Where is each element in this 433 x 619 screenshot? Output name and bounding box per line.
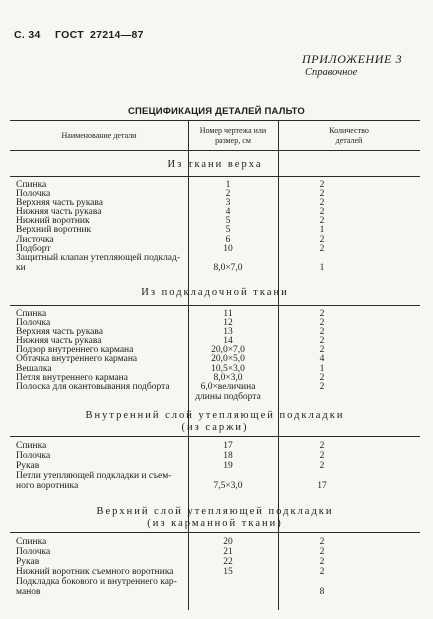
table-row <box>16 547 416 557</box>
part-size: 10 <box>223 244 233 254</box>
col-header-qty-line1: Количество <box>329 126 369 135</box>
part-size: 14 <box>223 336 233 346</box>
standard-number: 27214—87 <box>90 29 144 41</box>
section-rule <box>10 176 420 177</box>
part-name: Нижняя часть рукава <box>16 207 102 217</box>
table-row <box>16 382 416 402</box>
part-qty: 2 <box>319 180 325 190</box>
part-size: 15 <box>223 567 233 577</box>
table-row <box>16 537 416 547</box>
part-qty: 2 <box>319 441 325 451</box>
part-name: Нижняя часть рукава <box>16 336 102 346</box>
part-size: 20 <box>223 537 233 547</box>
part-name: Спинка <box>16 309 47 319</box>
part-qty: 2 <box>319 244 325 254</box>
table-row <box>16 557 416 567</box>
table-row <box>16 253 416 273</box>
part-size: 4 <box>225 207 231 217</box>
part-qty: 1 <box>319 364 325 374</box>
part-qty: 2 <box>319 567 325 577</box>
section-title: Из подкладочной ткани <box>141 287 289 298</box>
table-row <box>16 471 416 491</box>
section-rule <box>10 305 420 306</box>
section-title: Верхний слой утепляющей подкладки <box>96 506 334 517</box>
part-qty: 2 <box>319 373 325 383</box>
appendix-title: ПРИЛОЖЕНИЕ 3 <box>302 52 403 66</box>
part-name: Спинка <box>16 180 47 190</box>
part-name: Верхняя часть рукава <box>16 327 103 337</box>
part-name: Подзор внутреннего кармана <box>16 345 134 355</box>
part-qty: 2 <box>319 547 325 557</box>
table-row <box>16 354 416 364</box>
part-qty: 2 <box>319 198 325 208</box>
part-qty: 2 <box>319 216 325 226</box>
part-qty: 2 <box>319 318 325 328</box>
part-size: 7,5×3,0 <box>213 481 243 491</box>
part-name: Петли утепляющей подкладки и съем- <box>16 471 172 481</box>
part-qty: 2 <box>319 557 325 567</box>
part-size: 20,0×7,0 <box>211 345 245 355</box>
part-name: Рукав <box>16 557 40 567</box>
part-size: 2 <box>225 189 231 199</box>
part-size: 13 <box>223 327 233 337</box>
part-name: Верхний воротник <box>16 225 92 235</box>
part-name: Полочка <box>16 318 51 328</box>
table-top-rule <box>10 120 420 121</box>
table-row <box>16 441 416 451</box>
part-name-continued: ки <box>16 263 26 273</box>
section-subtitle: (из карманной ткани) <box>147 518 283 529</box>
page-number: С. 34 <box>14 29 41 41</box>
part-size: 8,0×3,0 <box>213 373 243 383</box>
part-qty: 1 <box>319 225 325 235</box>
part-name: Верхняя часть рукава <box>16 198 103 208</box>
table-row <box>16 577 416 597</box>
part-size: 10,5×3,0 <box>211 364 245 374</box>
col-header-size-line2: размер, см <box>215 136 251 145</box>
part-size: 6,0×величина <box>200 382 256 392</box>
part-name: Вешалка <box>16 364 52 374</box>
part-size-continued: длины подборта <box>195 392 261 402</box>
appendix-subtitle: Справочное <box>305 67 358 78</box>
part-size: 18 <box>223 451 233 461</box>
part-qty: 17 <box>317 481 327 491</box>
table-row <box>16 567 416 577</box>
part-qty: 2 <box>319 537 325 547</box>
part-qty: 2 <box>319 461 325 471</box>
part-name: Защитный клапан утепляющей подклад- <box>16 253 181 263</box>
part-size: 3 <box>225 198 231 208</box>
part-size: 1 <box>225 180 231 190</box>
part-name: Полочка <box>16 189 51 199</box>
part-size: 19 <box>223 461 233 471</box>
section-title: Внутренний слой утепляющей подкладки <box>85 410 345 421</box>
part-name: Подкладка бокового и внутреннего кар- <box>16 577 177 587</box>
part-name: Полочка <box>16 547 51 557</box>
table-row <box>16 225 416 235</box>
part-name: Подборт <box>16 244 51 254</box>
spec-title: СПЕЦИФИКАЦИЯ ДЕТАЛЕЙ ПАЛЬТО <box>127 106 306 117</box>
section-rule <box>10 532 420 533</box>
part-size: 11 <box>223 309 233 319</box>
part-size: 6 <box>225 235 231 245</box>
part-name: Полочка <box>16 451 51 461</box>
part-qty: 2 <box>319 336 325 346</box>
part-name: Спинка <box>16 537 47 547</box>
part-qty: 2 <box>319 451 325 461</box>
part-name: Рукав <box>16 461 40 471</box>
gost-label: ГОСТ <box>55 29 84 41</box>
part-name: Спинка <box>16 441 47 451</box>
section-subtitle: (из саржи) <box>181 422 249 433</box>
part-size: 17 <box>223 441 233 451</box>
part-size: 21 <box>223 547 233 557</box>
table-row <box>16 451 416 461</box>
part-size: 22 <box>223 557 233 567</box>
part-qty: 2 <box>319 345 325 355</box>
part-name: Обтачка внутреннего кармана <box>16 354 138 364</box>
table-header-rule <box>10 150 420 151</box>
part-qty: 8 <box>319 587 325 597</box>
section-rule <box>10 436 420 437</box>
table-row <box>16 461 416 471</box>
part-size: 20,0×5,0 <box>211 354 245 364</box>
part-qty: 2 <box>319 207 325 217</box>
part-qty: 4 <box>319 354 325 364</box>
part-name-continued: ного воротника <box>16 481 79 491</box>
part-name: Петля внутреннего кармана <box>16 373 128 383</box>
part-name: Листочка <box>16 235 54 245</box>
part-name: Нижний воротник съемного воротника <box>16 567 174 577</box>
part-qty: 2 <box>319 189 325 199</box>
col-header-name: Наименование детали <box>61 131 137 140</box>
part-qty: 2 <box>319 327 325 337</box>
part-name: Полоска для окантовывания подборта <box>16 382 170 392</box>
part-size: 12 <box>223 318 233 328</box>
part-qty: 1 <box>319 263 325 273</box>
part-name-continued: манов <box>16 587 41 597</box>
part-qty: 2 <box>319 309 325 319</box>
part-size: 8,0×7,0 <box>213 263 243 273</box>
part-size: 5 <box>225 225 231 235</box>
part-qty: 2 <box>319 382 325 392</box>
part-name: Нижний воротник <box>16 216 90 226</box>
section-title: Из ткани верха <box>167 159 263 170</box>
part-size: 5 <box>225 216 231 226</box>
part-qty: 2 <box>319 235 325 245</box>
col-header-qty-line2: деталей <box>335 136 363 145</box>
col-header-size-line1: Номер чертежа или <box>199 126 267 135</box>
